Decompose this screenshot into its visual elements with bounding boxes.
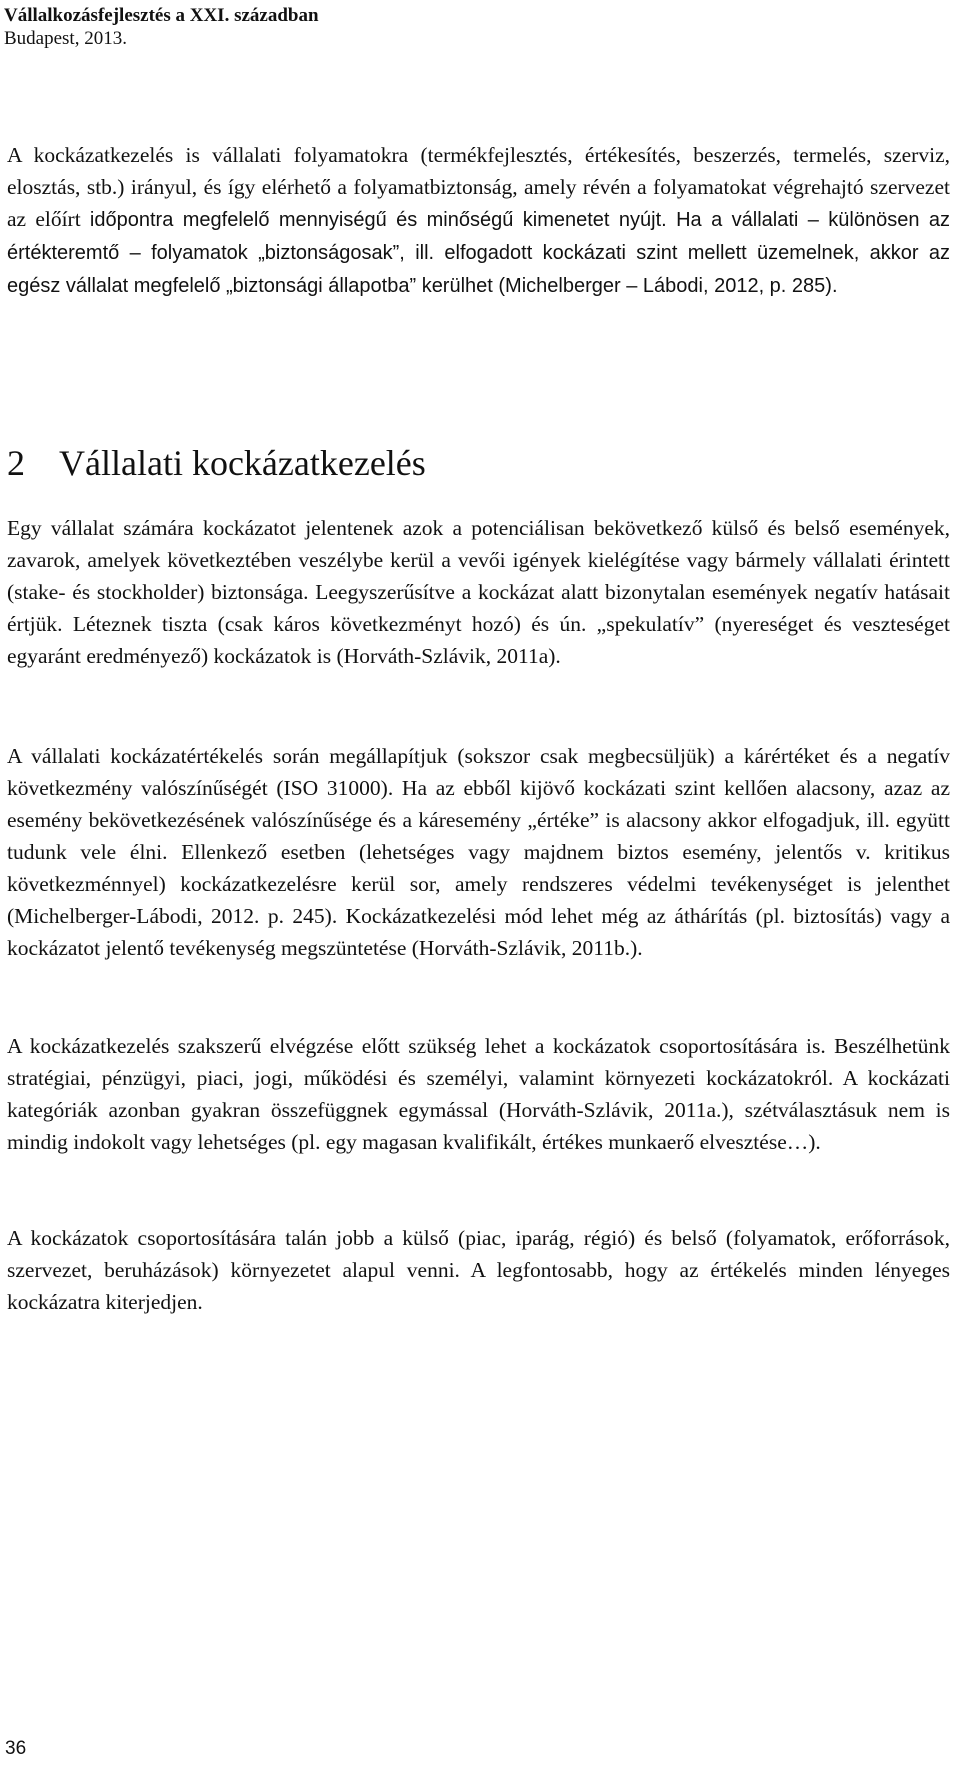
section-heading (7, 441, 426, 485)
body-paragraph-4: A kockázatok csoportosítására talán jobb a külső (piac, iparág, régió) és belső (folyamatok, erőforrások, szervezet, beruházások) környezetet alapul venni. A legfontosabb, hogy az értékelés minden lényeges kockázatra kiterjedjen. (7, 1226, 950, 1314)
conference-place-year: Budapest, 2013. (4, 28, 127, 49)
running-header (4, 4, 319, 50)
section-number: 2 (7, 443, 25, 483)
intro-paragraph (7, 139, 950, 302)
page-number: 36 (5, 1738, 27, 1759)
section-title: Vállalati kockázatkezelés (59, 443, 426, 483)
intro-text-sans: időpontra megfelelő mennyiségű és minőségű kimenetet nyújt. Ha a vállalati – különösen az értékteremtő – folyamatok „biztonságosak”, ill. elfogadott kockázati szint mellett üzemelnek, akkor az egész vállalat megfelelő „biztonsági állapotba” kerülhet (Michelberger – Lábodi, 2012, p. 285). (7, 209, 950, 297)
body-paragraph-2: A vállalati kockázatértékelés során megállapítjuk (sokszor csak megbecsüljük) a kárértéket és a negatív következmény valószínűségét (ISO 31000). Ha az ebből kijövő kockázati szint kellően alacsony, azaz az esemény bekövetkezésének valószínűsége és a káresemény „értéke” is alacsony akkor elfogadjuk, ill. együtt tudunk vele élni. Ellenkező esetben (lehetséges vagy majdnem biztos esemény, jelentős v. kritikus következménnyel) kockázatkezelésre kerül sor, amely rendszeres védelmi tevékenységet is jelenthet (Michelberger-Lábodi, 2012. p. 245). Kockázatkezelési mód lehet még az áthárítás (pl. biztosítás) vagy a kockázatot jelentő tevékenység megszüntetése (Horváth-Szlávik, 2011b.). (7, 744, 950, 960)
intro-text-serif: A kockázatkezelés is vállalati folyamatokra (termékfejlesztés, értékesítés, beszerzés, termelés, szerviz, elosztás, stb.) irányul, és így elérhető a folyamatbiztonság, amely révén a folyamatokat végrehajtó szervezet az előírt (7, 143, 950, 231)
body-paragraph-1: Egy vállalat számára kockázatot jelentenek azok a potenciálisan bekövetkező külső és belső események, zavarok, amelyek következtében veszélybe kerül a vevői igények kielégítése vagy bármely vállalati érintett (stake- és stockholder) biztonsága. Leegyszerűsítve a kockázat alatt bizonytalan események negatív hatásait értjük. Léteznek tiszta (csak káros következményt hozó) és ún. „spekulatív” (nyereséget és veszteséget egyaránt eredményező) kockázatok is (Horváth-Szlávik, 2011a). (7, 516, 950, 668)
conference-title: Vállalkozásfejlesztés a XXI. században (4, 5, 319, 26)
body-paragraph-3: A kockázatkezelés szakszerű elvégzése előtt szükség lehet a kockázatok csoportosítására is. Beszélhetünk stratégiai, pénzügyi, piaci, jogi, működési és személyi, valamint környezeti kockázatokról. A kockázati kategóriák azonban gyakran összefüggnek egymással (Horváth-Szlávik, 2011a.), szétválasztásuk nem is mindig indokolt vagy lehetséges (pl. egy magasan kvalifikált, értékes munkaerő elvesztése…). (7, 1034, 950, 1154)
